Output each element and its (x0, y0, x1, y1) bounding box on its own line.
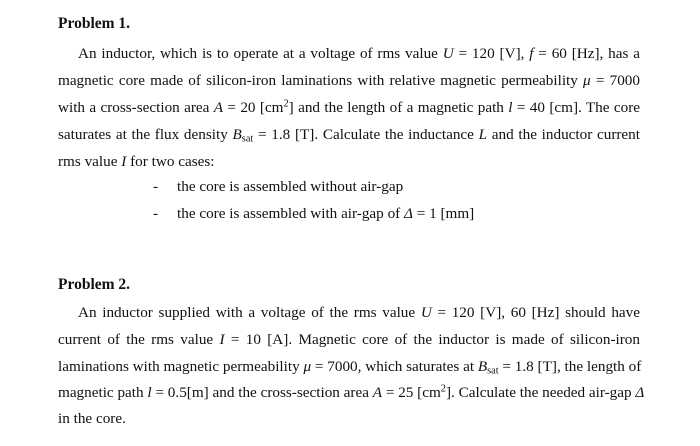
problem-1-line-1: An inductor, which is to operate at a voltage of rms value U = 120 [V], f = 60 [Hz], has a (78, 45, 640, 62)
problem-1-line-5: rms value I for two cases: (58, 153, 215, 170)
problem-1-line-3: with a cross-section area A = 20 $[cm^2]$ and the length of a magnetic path l = 40 [cm]. The core (58, 98, 640, 116)
problem-2-line-4: magnetic path l = 0.5[m] and the cross-section area A = 25 $[cm^2]$. Calculate the needed air-gap Δ (58, 383, 645, 401)
bullet-marker: - (153, 205, 159, 222)
bullet-text: the core is assembled without air-gap (177, 178, 404, 195)
problem-1-line-4: saturates at the flux density $B_{sat} = 1.8$ [T]. Calculate the inductance L and the inductor current (58, 126, 640, 145)
problem-1-heading: Problem 1. (58, 15, 131, 32)
bullet-text: the core is assembled with air-gap of Δ = 1 [mm] (177, 205, 475, 222)
problem-1-line-2: magnetic core made of silicon-iron laminations with relative magnetic permeability μ = 7000 (58, 72, 640, 89)
problem-2-line-2: current of the rms value I = 10 [A]. Magnetic core of the inductor is made of silicon-iron (58, 331, 640, 348)
bullet-marker: - (153, 178, 159, 195)
problem-2-line-1: An inductor supplied with a voltage of the rms value U = 120 [V], 60 [Hz] should have (78, 304, 640, 321)
problem-2-line-3: laminations with magnetic permeability μ = 7000, which saturates at $B_{sat} = 1.8$ [T], the length of (58, 358, 642, 377)
problem-2-line-5: in the core. (58, 410, 126, 427)
problem-2-heading: Problem 2. (58, 276, 131, 293)
